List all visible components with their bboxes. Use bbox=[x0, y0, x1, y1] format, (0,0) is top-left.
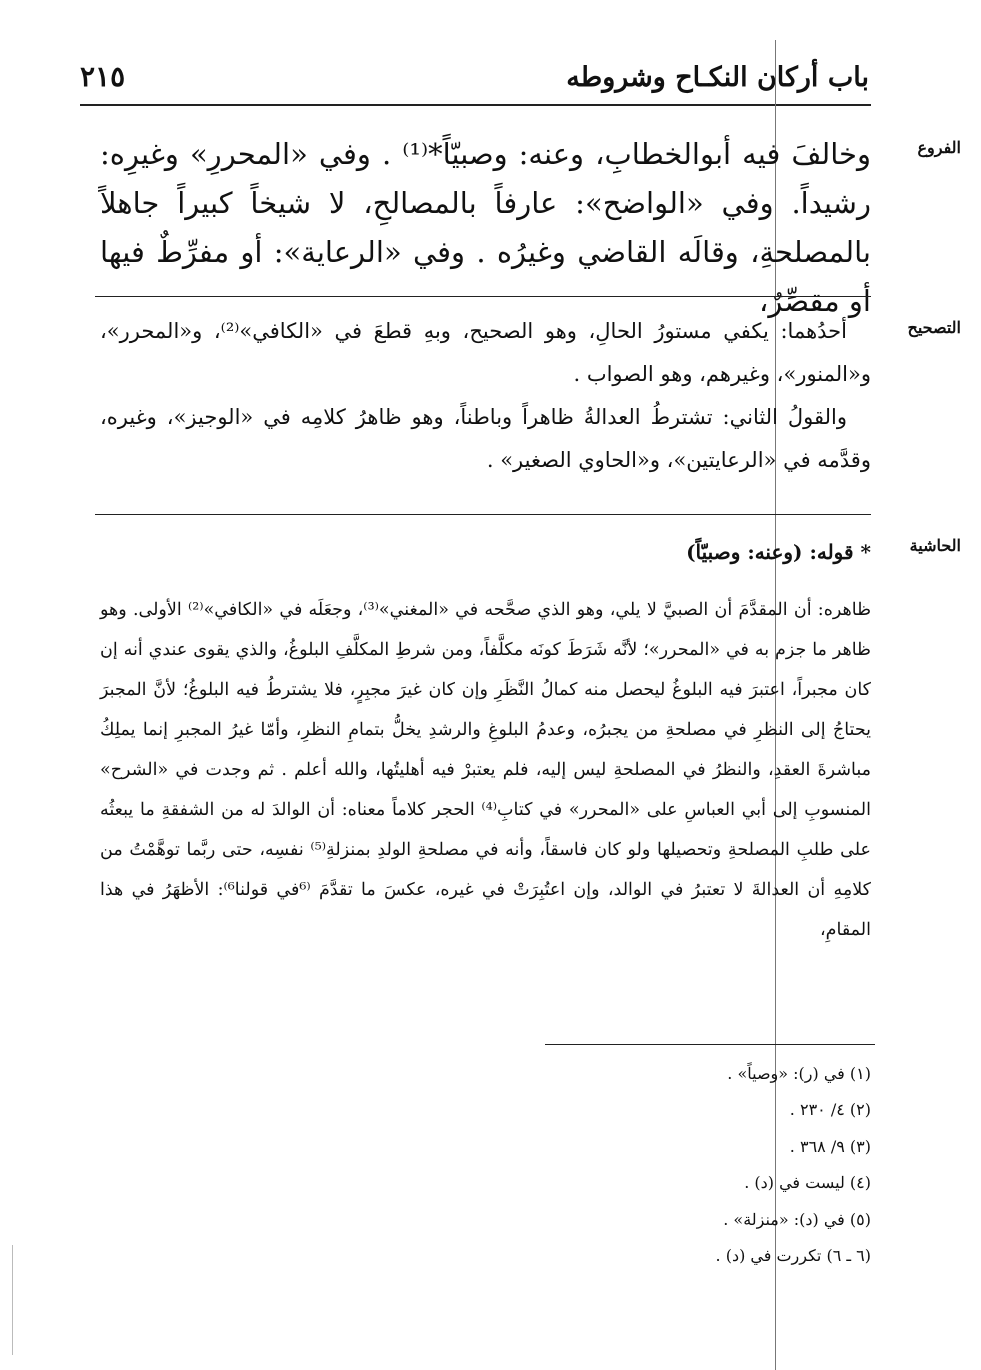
tashih-paragraph-2: والقولُ الثاني: تشترطُ العدالةُ ظاهراً وباطناً، وهو ظاهرُ كلامِه في «الوجيز»، وغيره، وقدَّمه في «الرعايتين»، و«الحاوي الصغير» . bbox=[100, 405, 871, 472]
tashih-paragraph-1: أحدُهما: يكفي مستورُ الحالِ، وهو الصحيح، وبهِ قطعَ في «الكافي»⁽²⁾، و«المحرر»، و«المنور»، وغيرهم، وهو الصواب . bbox=[100, 319, 871, 386]
section-label-tashih: التصحيح bbox=[907, 318, 961, 337]
footnote-1: (١) في (ر): «وصياً» . bbox=[727, 1064, 871, 1083]
page-number: ٢١٥ bbox=[80, 60, 126, 93]
running-header-title: باب أركان النكـاح وشروطه bbox=[566, 62, 869, 93]
hashiya-heading: * قوله: (وعنه: وصبيّاً) bbox=[686, 540, 871, 564]
footnote-2: (٢) ٤/ ٢٣٠ . bbox=[789, 1100, 871, 1120]
header-rule bbox=[80, 104, 871, 106]
footnote-4: (٤) ليست في (د) . bbox=[744, 1173, 871, 1193]
section-label-furu: الفروع bbox=[917, 138, 961, 157]
hashiya-text: ظاهره: أن المقدَّمَ أن الصبيَّ لا يلي، وهو الذي صحَّحه في «المغني»⁽³⁾، وجعَلَه في «الكافي»⁽²⁾ الأولى. وهو ظاهر ما جزم به في «المحرر»؛ لأنَّه شَرَطَ كونَه مكلَّفاً، ومن شرطِ المكلَّفِ البلوغُ، والذي يقوى عندي أنه إن كان مجبراً، اعتبرَ فيه البلوغُ ليحصل منه كمالُ النَّظَرِ وإن كان غيرَ مجبِرٍ، فلا يشترطُ فيه البلوغُ؛ لأنَّ المجبرَ يحتاجُ إلى النظرِ في مصلحةِ من يجبرُه، وعدمُ البلوغِ والرشدِ يخلُّ بتمامِ النظرِ، وأمّا غيرُ المجبرِ إنما يملِكُ مباشرةَ العقدِ، والنظرُ في المصلحةِ ليس إليه، فلم يعتبرْ فيه أهليتُها، والله أعلم . ثم وجدت في «الشرح» المنسوبِ إلى أبي العباسِ على «المحرر» في كتابِ⁽⁴⁾ الحجر كلاماً معناه: أن الوالدَ له من الشفقةِ ما يبعثُه على طلبِ المصلحةِ وتحصيلها ولو كان فاسقاً، وأنه في مصلحةِ الولدِ بمنزلةِ⁽⁵⁾ نفسِه، حتى ربَّما توهَّمْتُ من كلامِهِ أن العدالةَ لا تعتبرُ في الوالد، وإن اعتُبِرَتْ في غيره، عكسَ ما تقدَّمَ ⁽⁶في قولنا⁶⁾: الأظهَرُ في هذا المقامِ، bbox=[100, 600, 872, 940]
section-rule-2 bbox=[95, 514, 871, 515]
footnote-6: (٦ ـ ٦) تكررت في (د) . bbox=[715, 1246, 871, 1266]
scan-margin-line bbox=[12, 1245, 13, 1355]
section-rule-1 bbox=[95, 296, 871, 297]
footnote-3: (٣) ٩/ ٣٦٨ . bbox=[789, 1136, 871, 1156]
footnote-5: (٥) في (د): «منزلة» . bbox=[723, 1209, 871, 1229]
section-label-hashiya: الحاشية bbox=[909, 536, 961, 555]
furu-text: وخالفَ فيه أبوالخطابِ، وعنه: وصبيّاً*⁽¹⁾ . وفي «المحررِ» وغيرِه: رشيداً. وفي «الواضح»: عارفاً بالمصالحِ، لا شيخاً كبيراً جاهلاً بالمصلحةِ، وقالَه القاضي وغيرُه . وفي «الرعاية»: أو مفرِّطٌ فيها أو مقصِّرٌ، bbox=[100, 137, 871, 318]
footnote-rule bbox=[545, 1044, 875, 1045]
tashih-text bbox=[100, 310, 871, 482]
footnotes bbox=[716, 1056, 871, 1274]
